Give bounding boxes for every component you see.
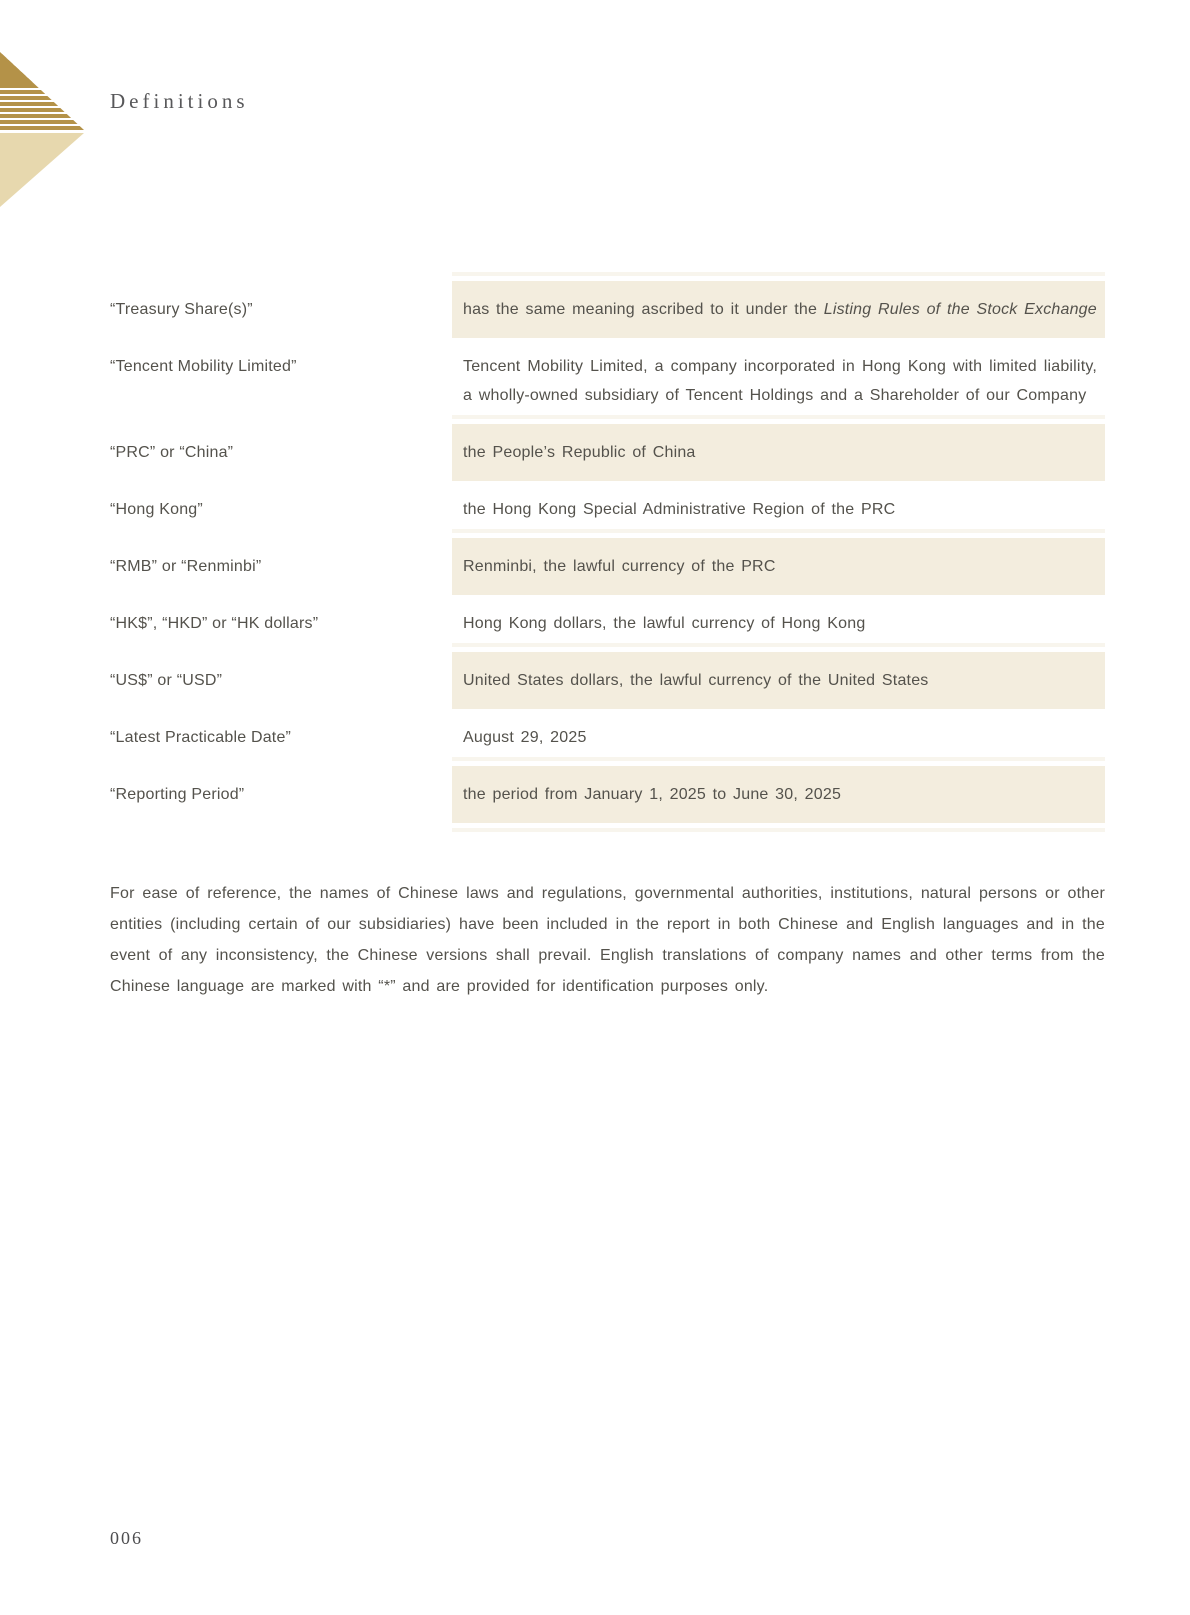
definition-row	[110, 281, 1105, 338]
definition-text: Hong Kong dollars, the lawful currency of Hong Kong	[463, 615, 866, 632]
triangle-solid-tan	[0, 133, 84, 207]
definition-cell	[452, 338, 1105, 424]
definition-text: Renminbi, the lawful currency of the PRC	[463, 558, 776, 575]
page-number: 006	[110, 1528, 143, 1548]
corner-decoration	[0, 52, 84, 207]
definitions-table	[110, 281, 1105, 823]
definition-text: United States dollars, the lawful currency of the United States	[463, 672, 929, 689]
definition-row	[110, 538, 1105, 595]
definition-row	[110, 424, 1105, 481]
definition-text: the period from January 1, 2025 to June 30, 2025	[463, 786, 842, 803]
definition-row	[110, 338, 1105, 424]
term-cell: “PRC” or “China”	[110, 444, 234, 461]
definition-cell	[452, 281, 1105, 338]
triangle-stripes-gold	[0, 52, 84, 130]
term-cell: “RMB” or “Renminbi”	[110, 558, 262, 575]
term-cell: “Tencent Mobility Limited”	[110, 358, 297, 375]
term-cell: “Treasury Share(s)”	[110, 301, 253, 318]
definition-text: has the same meaning ascribed to it under the	[463, 301, 824, 318]
footnote-paragraph: For ease of reference, the names of Chinese laws and regulations, governmental authorities, institutions, natural persons or other entities (including certain of our subsidiaries) have been included in the report in both Chinese and English languages and in the event of any inconsistency, the Chinese versions shall prevail. English translations of company names and other terms from the Chinese language are marked with “*” and are provided for identification purposes only.	[110, 885, 1105, 995]
definition-text: the Hong Kong Special Administrative Region of the PRC	[463, 501, 896, 518]
term-cell: “Reporting Period”	[110, 786, 245, 803]
term-cell: “Hong Kong”	[110, 501, 203, 518]
term-cell: “Latest Practicable Date”	[110, 729, 292, 746]
definition-row	[110, 652, 1105, 709]
term-cell: “HK$”, “HKD” or “HK dollars”	[110, 615, 319, 632]
definition-text: Tencent Mobility Limited, a company incorporated in Hong Kong with limited liability, a wholly-owned subsidiary of Tencent Holdings and a Shareholder of our Company	[463, 358, 1097, 404]
definition-text: August 29, 2025	[463, 729, 587, 746]
definition-cell	[452, 424, 1105, 481]
definition-row	[110, 766, 1105, 823]
definition-cell	[452, 766, 1105, 823]
page-title: Definitions	[110, 89, 249, 113]
definition-cell	[452, 652, 1105, 709]
definition-text: the People’s Republic of China	[463, 444, 696, 461]
definition-cell	[452, 538, 1105, 595]
term-cell: “US$” or “USD”	[110, 672, 223, 689]
definition-text-italic: Listing Rules of the Stock Exchange	[823, 301, 1097, 318]
